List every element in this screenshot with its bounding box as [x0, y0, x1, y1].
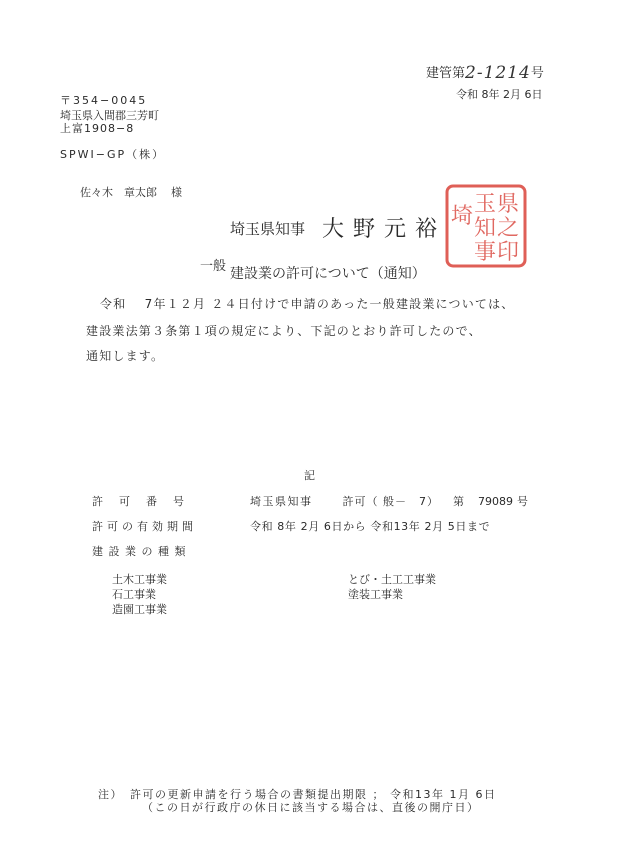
work-type-item: 土木工事業 — [112, 573, 167, 586]
permit-number-label: 許可番号 — [92, 495, 200, 508]
seal-char: 之 — [496, 216, 520, 241]
recipient-honorific: 様 — [171, 186, 182, 199]
sender-title: 埼玉県知事 — [230, 220, 306, 238]
permit-number: 79089 — [478, 495, 513, 508]
validity-value: 令和 8年 2月 6日から 令和13年 2月 5日まで — [250, 520, 491, 533]
seal-char: 事 — [473, 240, 497, 265]
issue-date: 令和 8年 2月 6日 — [456, 88, 543, 101]
recipient-name: 佐々木 章太郎 — [80, 186, 157, 199]
reference-prefix: 建管第 — [426, 66, 466, 81]
reference-number-line — [426, 62, 544, 82]
construction-kinds-label: 建設業の種類 — [92, 545, 191, 558]
subject-prefix: 一般 — [200, 259, 227, 274]
seal-char: 知 — [473, 216, 497, 241]
seal-char: 埼 — [450, 204, 474, 229]
permit-authority: 埼玉県知事 — [250, 495, 313, 508]
official-seal-stamp — [444, 183, 528, 269]
company-name: SPWI−GP（株） — [60, 148, 166, 161]
permit-number-row — [250, 493, 528, 509]
reference-suffix: 号 — [530, 66, 544, 81]
work-type-item: 塗装工事業 — [348, 588, 403, 601]
renewal-deadline-note-sub: （この日が行政庁の休日に該当する場合は、直後の開庁日） — [142, 801, 480, 814]
work-type-item: とび・土工工事業 — [348, 573, 436, 586]
seal-char: 印 — [496, 240, 520, 265]
seal-char: 県 — [496, 192, 520, 217]
subject-title: 建設業の許可について（通知） — [230, 266, 426, 282]
renewal-deadline-note: 注） 許可の更新申請を行う場合の書類提出期限 ； 令和13年 1月 6日 — [98, 788, 497, 801]
permit-go: 号 — [517, 495, 528, 508]
address-line-1: 埼玉県入間郡三芳町 — [60, 109, 159, 122]
body-line-2: 建設業法第３条第１項の規定により、下記のとおり許可したので、 — [86, 324, 482, 338]
seal-char: 玉 — [473, 192, 497, 217]
permit-type: 許可（ 般－ 7） — [342, 495, 439, 508]
address-line-2: 上富1908−8 — [60, 122, 135, 135]
body-line-1: 令和 7年１２月 ２４日付けで申請のあった一般建設業については、 — [100, 297, 515, 311]
body-line-3: 通知します。 — [86, 349, 165, 363]
recipient — [80, 184, 182, 200]
work-type-item: 石工事業 — [112, 588, 156, 601]
permit-dai: 第 — [453, 495, 464, 508]
postal-code: 〒354−0045 — [60, 94, 148, 107]
record-heading: 記 — [304, 469, 315, 482]
work-type-item: 造園工事業 — [112, 603, 167, 616]
sender-name: 大野元裕 — [322, 217, 447, 242]
validity-label: 許可の有効期間 — [92, 520, 197, 533]
reference-number-handwritten: 2-1214 — [465, 63, 531, 83]
